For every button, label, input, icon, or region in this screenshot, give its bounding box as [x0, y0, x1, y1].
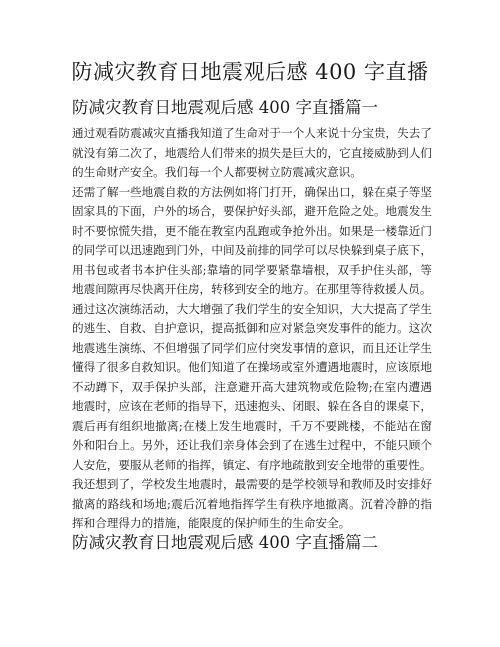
- section-heading-2: 防减灾教育日地震观后感 400 字直播篇二: [72, 533, 378, 552]
- paragraph-2: 还需了解一些地震自救的方法例如将门打开，确保出口，躲在桌子等坚固家具的下面，户外的场合，要保护好头部，避开危险之处。地震发生时不要惊慌失措，更不能在教室内乱跑或争抢外出。如果是一楼靠近门的同学可以迅速跑到门外，中间及前排的同学可以尽快躲到桌子底下，用书包或者书本护住头部;靠墙的同学要紧靠墙根，双手护住头部，等地震间隙再尽快离开住房，转移到安全的地方。在那里等待救援人员。: [72, 184, 432, 296]
- section-1-body: [72, 124, 432, 534]
- paragraph-1: 通过观看防震减灾直播我知道了生命对于一个人来说十分宝贵，失去了就没有第二次了，地震给人们带来的损失是巨大的，它直接威胁到人们的生命财产安全。我们每一个人都要树立防震减灾意识。: [72, 126, 432, 179]
- section-heading-1: 防减灾教育日地震观后感 400 字直播篇一: [72, 98, 378, 117]
- paragraph-3: 通过这次演练活动，大大增强了我们学生的安全知识，大大提高了学生的逃生、自救、自护意识，提高抵御和应对紧急突发事件的能力。这次地震逃生演练、不但增强了同学们应付突发事情的意识，而且还让学生懂得了很多自救知识。他们知道了在操场或室外遭遇地震时，应该原地不动蹲下，双手保护头部，注意避开高大建筑物或危险物;在室内遭遇地震时，应该在老师的指导下，迅速抱头、闭眼、躲在各自的课桌下，震后再有组织地撤离;在楼上发生地震时，千万不要跳楼，不能站在窗外和阳台上。另外，还让我们亲身体会到了在逃生过程中，不能只顾个人安危，要服从老师的指挥，镇定、有序地疏散到安全地带的重要性。: [72, 301, 432, 472]
- paragraph-4: 我还想到了，学校发生地震时，最需要的是学校领导和教师及时安排好撤离的路线和场地;震后沉着地指挥学生有秩序地撤离。沉着冷静的指挥和合理得力的措施，能限度的保护师生的生命安全。: [72, 477, 432, 530]
- document-title: 防减灾教育日地震观后感 400 字直播: [71, 60, 429, 84]
